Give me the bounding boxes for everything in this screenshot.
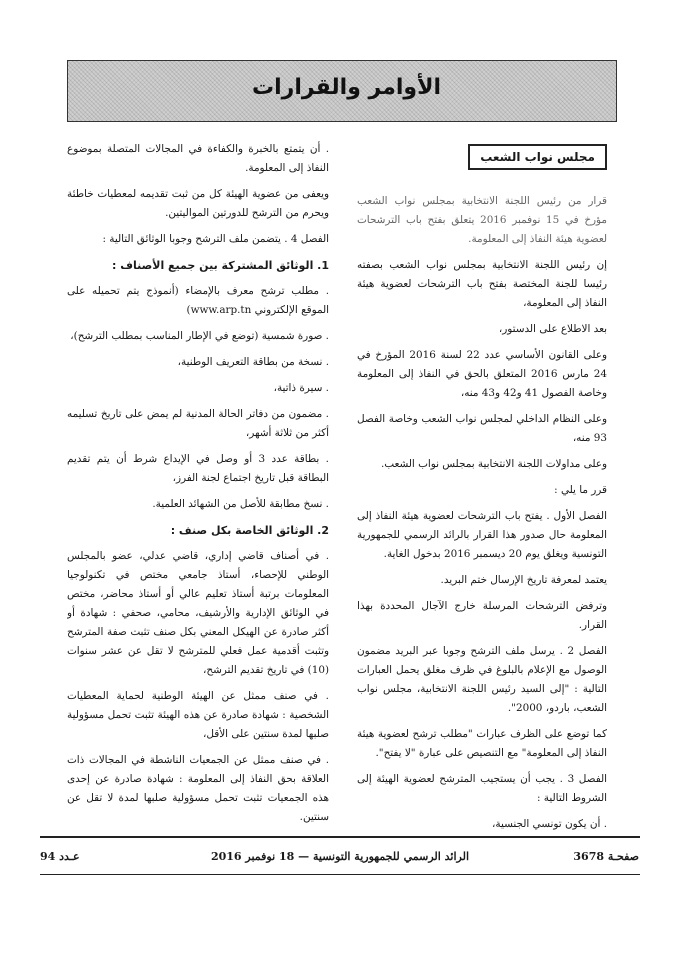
paragraph: الفصل الأول . يفتح باب الترشحات لعضوية هيئة النفاذ إلى المعلومة حال صدور هذا القرار بالرائد الرسمي للجمهورية التونسية ويغلق يوم 20 ديسمبر 2016 بدخول الغاية. <box>357 510 607 560</box>
footer-page-number: صفحـة 3678 <box>573 850 639 863</box>
section-title: مجلس نواب الشعب <box>468 144 607 170</box>
paragraph: . أن يتمتع بالخبرة والكفاءة في المجالات المتصلة بموضوع النفاذ إلى المعلومة. <box>67 143 329 174</box>
paragraph: . نسخة من بطاقة التعريف الوطنية، <box>177 356 329 368</box>
paragraph: . صورة شمسية (توضع في الإطار المناسب بمطلب الترشح)، <box>70 330 329 342</box>
footer-rule-top <box>40 836 640 838</box>
paragraph: الفصل 2 . يرسل ملف الترشح وجوبا عبر البريد مضمون الوصول مع الإعلام بالبلوغ في ظرف مغلق يحمل العبارات التالية : "إلى السيد رئيس اللجنة الانتخابية، مجلس نواب الشعب، باردو، 2000". <box>357 645 607 714</box>
paragraph: . سيرة ذاتية، <box>273 382 329 394</box>
paragraph: وعلى القانون الأساسي عدد 22 لسنة 2016 المؤرخ في 24 مارس 2016 المتعلق بالحق في النفاذ إلى المعلومة وخاصة الفصول 41 و42 و43 منه، <box>357 349 607 399</box>
paragraph: بعد الاطلاع على الدستور، <box>498 323 607 335</box>
left-column <box>67 140 329 830</box>
paragraph: الفصل 3 . يجب أن يستجيب المترشح لعضوية الهيئة إلى الشروط التالية : <box>357 773 607 804</box>
paragraph: . نسخ مطابقة للأصل من الشهائد العلمية. <box>152 498 329 510</box>
banner-title: الأوامر والقرارات <box>252 75 441 100</box>
decision-title: قرار من رئيس اللجنة الانتخابية بمجلس نواب الشعب مؤرخ في 15 نوفمبر 2016 يتعلق بفتح باب الترشحات لعضوية هيئة النفاذ إلى المعلومة. <box>357 195 607 245</box>
paragraph: . مطلب ترشح معرف بالإمضاء (أنموذج يتم تحميله على الموقع الإلكتروني www.arp.tn) <box>67 285 329 316</box>
subheading: 1. الوثائق المشتركة بين جميع الأصناف : <box>112 259 329 272</box>
footer-journal: الرائد الرسمي للجمهورية التونسية — 18 نوفمبر 2016 <box>210 850 470 863</box>
paragraph: . أن يكون تونسي الجنسية، <box>492 818 607 830</box>
paragraph: قرر ما يلي : <box>554 484 607 496</box>
paragraph: . في صنف ممثل عن الجمعيات الناشطة في المجالات ذات العلاقة بحق النفاذ إلى المعلومة : شهادة صادرة عن إحدى هذه الجمعيات تثبت تحمل مسؤولية صلبها لمدة لا تقل عن سنتين. <box>67 754 329 823</box>
paragraph: . مضمون من دفاتر الحالة المدنية لم يمض على تاريخ تسليمه أكثر من ثلاثة أشهر، <box>67 408 329 439</box>
section-banner <box>67 60 617 122</box>
paragraph: . في أصناف قاضي إداري، قاضي عدلي، عضو بالمجلس الوطني للإحصاء، أستاذ جامعي مختص في تكنولوجيا المعلومات برتبة أستاذ تعليم عالي أو أستاذ محاضر، مختص في الوثائق الإدارية والأرشيف، محامي، صحفي : شهادة أو أكثر صادرة عن الهيكل المعني بكل صنف تثبت صفة المترشح وتثبت أقدمية عمل فعلي للمترشح لا تقل عن عشر سنوات (10) في تاريخ تقديم الترشح، <box>67 550 329 676</box>
paragraph: وعلى النظام الداخلي لمجلس نواب الشعب وخاصة الفصل 93 منه، <box>357 413 607 444</box>
paragraph: . بطاقة عدد 3 أو وصل في الإيداع شرط أن يتم تقديم البطاقة قبل تاريخ اجتماع لجنة الفرز، <box>67 453 329 484</box>
paragraph: وعلى مداولات اللجنة الانتخابية بمجلس نواب الشعب. <box>380 458 607 470</box>
right-column <box>357 140 607 830</box>
right-paragraphs <box>357 256 607 830</box>
paragraph: يعتمد لمعرفة تاريخ الإرسال ختم البريد. <box>440 574 607 586</box>
left-paragraphs <box>67 140 329 830</box>
paragraph: كما توضع على الظرف عبارات "مطلب ترشح لعضوية هيئة النفاذ إلى المعلومة" مع التنصيص على عبارة "لا يفتح". <box>357 728 607 759</box>
footer-issue-number: عـدد 94 <box>40 850 80 863</box>
subheading: 2. الوثائق الخاصة بكل صنف : <box>170 524 329 537</box>
paragraph: وترفض الترشحات المرسلة خارج الآجال المحددة بهذا القرار. <box>357 600 607 631</box>
paragraph: . في صنف ممثل عن الهيئة الوطنية لحماية المعطيات الشخصية : شهادة صادرة عن هذه الهيئة تثبت تحمل مسؤولية صلبها لمدة سنتين على الأقل، <box>67 690 329 740</box>
paragraph: ويعفى من عضوية الهيئة كل من ثبت تقديمه لمعطيات خاطئة ويحرم من الترشح للدورتين المواليتين. <box>67 188 329 219</box>
footer-rule-bottom <box>40 874 640 875</box>
paragraph: إن رئيس اللجنة الانتخابية بمجلس نواب الشعب بصفته رئيسا للجنة المختصة بفتح باب الترشحات لعضوية هيئة النفاذ إلى المعلومة، <box>357 259 607 309</box>
paragraph: الفصل 4 . يتضمن ملف الترشح وجوبا الوثائق التالية : <box>102 233 329 245</box>
